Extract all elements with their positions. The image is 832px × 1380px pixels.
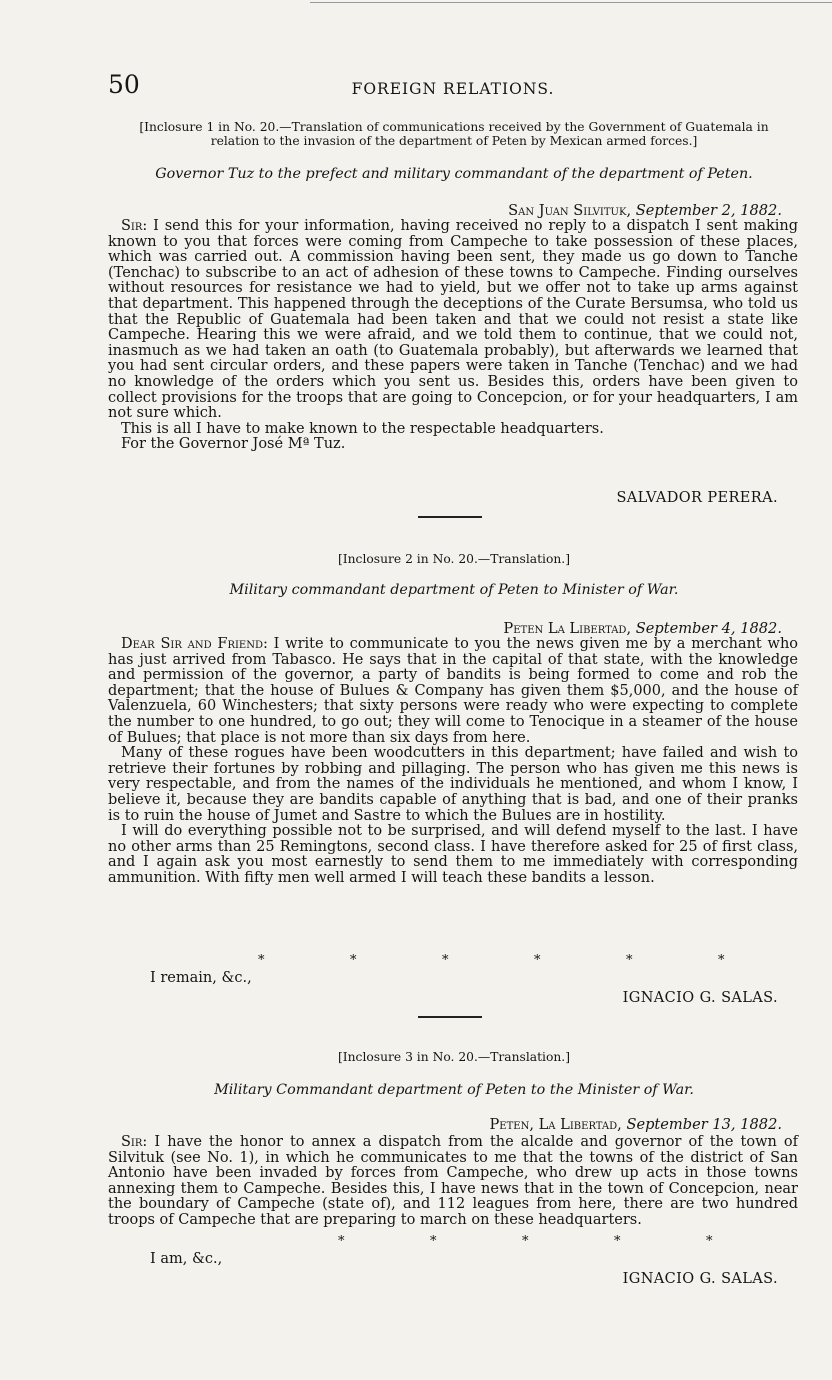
running-head: FOREIGN RELATIONS. — [351, 80, 555, 98]
ellipsis-star: * — [522, 1234, 529, 1249]
ellipsis-star: * — [534, 953, 541, 968]
inclosure-3-closing: I am, &c., — [150, 1251, 223, 1267]
inclosure-1-salutation: Sir: — [121, 218, 148, 234]
inclosure-2-paragraph-1 — [108, 637, 798, 746]
inclosure-1-note-line-1: [Inclosure 1 in No. 20.—Translation of communications received by the Government of Guatemala in — [139, 120, 769, 134]
inclosure-2-body — [108, 637, 798, 887]
inclosure-1-paragraph-1-text: I send this for your information, having received no reply to a dispatch I sent making known to you that forces were coming from Campeche to take possession of these places, which was carried out. A commission having been sent, they made us go down to Tanche (Tenchac) to subscribe to an act of adhesion of these towns to Campeche. Finding ourselves without resources for resistance we had to yield, but we offer not to take up arms against that department. This happened through the deceptions of the Curate Bersumsa, who told us that the Republic of Guatemala had been taken and that we could not resist a state like Campeche. Hearing this we were afraid, and we told them to continue, that we could not, inasmuch as we had taken an oath (to Guatemala probably), but afterwards we learned that you had sent circular orders, and these papers were taken in Tanche (Tenchac) and we had no knowledge of the orders which you sent us. Besides this, orders have been given to collect provisions for the troops that are going to Concepcion, or for your headquarters, I am not sure which. — [108, 218, 799, 422]
inclosure-3-dateline — [489, 1116, 782, 1133]
inclosure-3-note: [Inclosure 3 in No. 20.—Translation.] — [337, 1050, 570, 1064]
inclosure-3-title: Military Commandant department of Peten to the Minister of War. — [214, 1082, 694, 1098]
ellipsis-star: * — [706, 1234, 713, 1249]
section-divider-1 — [418, 516, 482, 518]
inclosure-3-signature: IGNACIO G. SALAS. — [622, 1271, 778, 1287]
inclosure-2-paragraph-2: Many of these rogues have been woodcutters in this department; have failed and wish to retrieve their fortunes by robbing and pillaging. The person who has given me this news is very respectable, and from the names of the individuals he mentioned, and whom I know, I believe it, because they are bandits capable of anything that is bad, and one of their pranks is to ruin the house of Jumet and Sastre to which the Bulues are in hostility. — [108, 745, 798, 824]
inclosure-1-dateline — [508, 202, 782, 219]
inclosure-2-signature: IGNACIO G. SALAS. — [622, 990, 778, 1006]
inclosure-3-salutation: Sir: — [121, 1134, 148, 1150]
inclosure-1-note — [108, 120, 800, 148]
page-header — [108, 70, 798, 104]
inclosure-2-salutation: Dear Sir and Friend: — [121, 636, 268, 652]
inclosure-2-dateline — [503, 620, 782, 637]
ellipsis-star: * — [718, 953, 725, 968]
ellipsis-star: * — [350, 953, 357, 968]
inclosure-1-body — [108, 219, 798, 453]
ellipsis-star: * — [442, 953, 449, 968]
inclosure-2-note: [Inclosure 2 in No. 20.—Translation.] — [337, 552, 570, 566]
ellipsis-star: * — [626, 953, 633, 968]
inclosure-2-title: Military commandant department of Peten to Minister of War. — [229, 582, 679, 598]
page-number: 50 — [108, 70, 140, 99]
inclosure-1-paragraph-2: This is all I have to make known to the respectable headquarters. — [121, 420, 604, 437]
inclosure-1-date: September 2, 1882. — [635, 202, 782, 219]
inclosure-1-paragraph-1 — [108, 219, 798, 422]
inclosure-1-place: San Juan Silvituk, — [508, 202, 632, 219]
inclosure-3-date: September 13, 1882. — [626, 1116, 782, 1133]
inclosure-2-paragraph-3: I will do everything possible not to be surprised, and will defend myself to the last. I have no other arms than 25 Remingtons, second class. I have therefore asked for 25 of first class, and I again ask you most earnestly to send them to me immediately with corresponding ammunition. With fifty men well armed I will teach these bandits a lesson. — [108, 823, 798, 886]
inclosure-2-paragraph-1-text: I write to communicate to you the news given me by a merchant who has just arrived from Tabasco. He says that in the capital of that state, with the knowledge and permission of the governor, a party of bandits is being formed to come and rob the department; that the house of Bulues & Company has given them $5,000, and the house of Valenzuela, 60 Winchesters; that sixty persons were ready who were expecting to complete the number to one hundred, to go out; they will come to Tenocique in a steamer of the house of Bulues; that place is not more than six days from here. — [108, 636, 799, 746]
inclosure-2-place: Peten La Libertad, — [503, 620, 632, 637]
inclosure-1-title: Governor Tuz to the prefect and military commandant of the department of Peten. — [155, 166, 753, 182]
inclosure-2-date: September 4, 1882. — [635, 620, 782, 637]
ellipsis-star: * — [338, 1234, 345, 1249]
inclosure-3-body — [108, 1135, 798, 1229]
ellipsis-star: * — [430, 1234, 437, 1249]
inclosure-3-paragraph-1-text: I have the honor to annex a dispatch from the alcalde and governor of the town of Silvituk (see No. 1), in which he communicates to me that the towns of the district of San Antonio have been invaded by forces from Campeche, who drew up acts in those towns annexing them to Campeche. Besides this, I have news that in the town of Concepcion, near the boundary of Campeche (state of), and 112 leagues from here, there are two hundred troops of Campeche that are preparing to march on these headquarters. — [108, 1134, 799, 1228]
inclosure-1-signature: SALVADOR PERERA. — [616, 490, 778, 506]
ellipsis-star: * — [614, 1234, 621, 1249]
inclosure-3-place: Peten, La Libertad, — [489, 1116, 622, 1133]
ellipsis-star: * — [258, 953, 265, 968]
inclosure-3-paragraph-1 — [108, 1135, 798, 1229]
inclosure-2-closing: I remain, &c., — [150, 970, 252, 986]
inclosure-1-note-line-2: relation to the invasion of the department of Peten by Mexican armed forces.] — [210, 134, 698, 148]
inclosure-1-paragraph-3: For the Governor José Mª Tuz. — [121, 436, 346, 453]
top-edge-line — [310, 2, 832, 3]
section-divider-2 — [418, 1016, 482, 1018]
